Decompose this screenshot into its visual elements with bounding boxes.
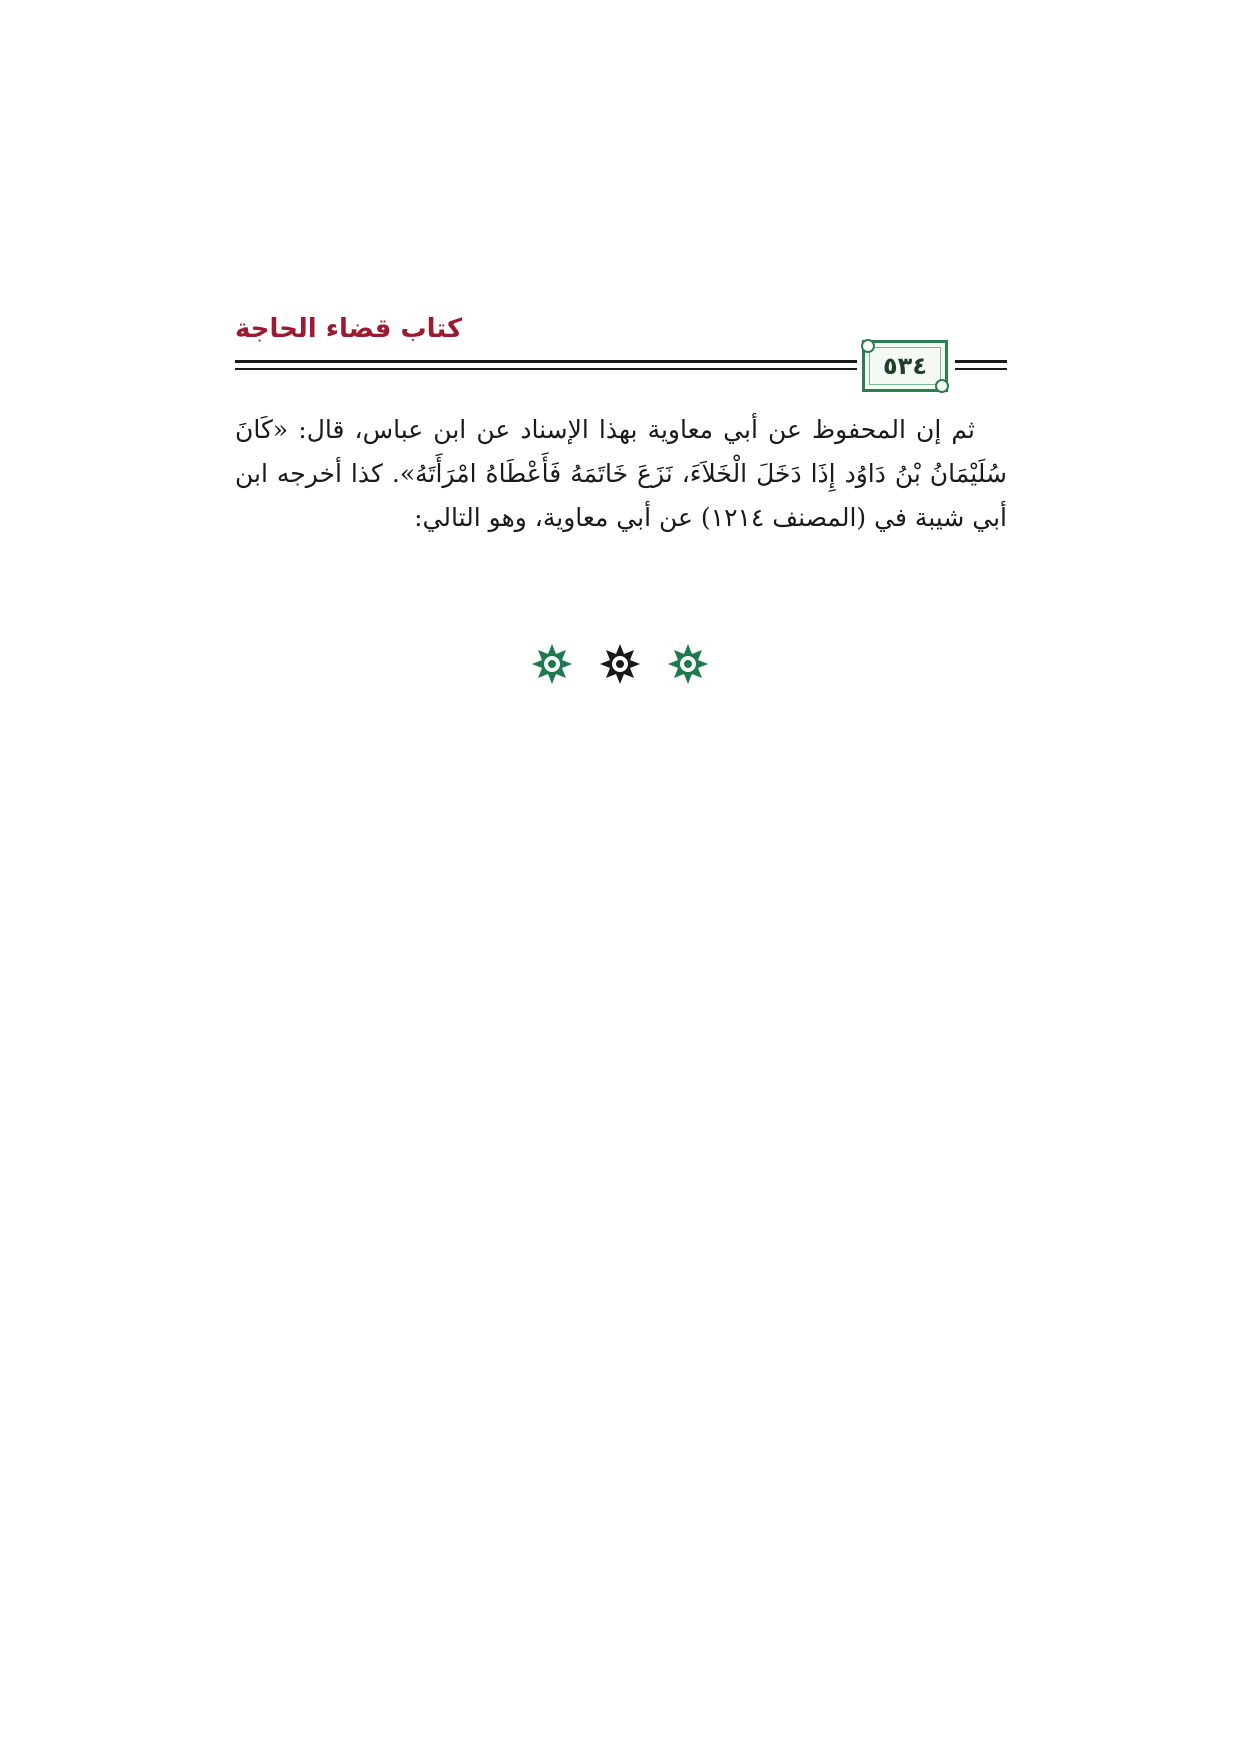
- star-ornament-icon: [530, 642, 574, 686]
- page-header: [235, 310, 1007, 390]
- star-ornament-icon: [666, 642, 710, 686]
- header-rule: [955, 360, 1007, 363]
- header-rule: [955, 368, 1007, 370]
- body-text: [235, 408, 1007, 540]
- paragraph: ثم إن المحفوظ عن أبي معاوية بهذا الإسناد عن ابن عباس، قال: «كَانَ سُلَيْمَانُ بْنُ دَاوُد إِذَا دَخَلَ الْخَلاَءَ، نَزَعَ خَاتَمَهُ فَأَعْطَاهُ امْرَأَتَهُ». كذا أخرجه ابن أبي شيبة في (المصنف ١٢١٤) عن أبي معاوية، وهو التالي:: [235, 415, 1007, 532]
- page-number: ٥٣٤: [883, 352, 927, 380]
- header-rule: [235, 360, 857, 363]
- header-rule: [235, 368, 857, 370]
- section-ornament: [530, 642, 710, 686]
- book-title: كتاب قضاء الحاجة: [235, 314, 463, 344]
- page-number-badge: [862, 340, 948, 392]
- star-ornament-icon: [598, 642, 642, 686]
